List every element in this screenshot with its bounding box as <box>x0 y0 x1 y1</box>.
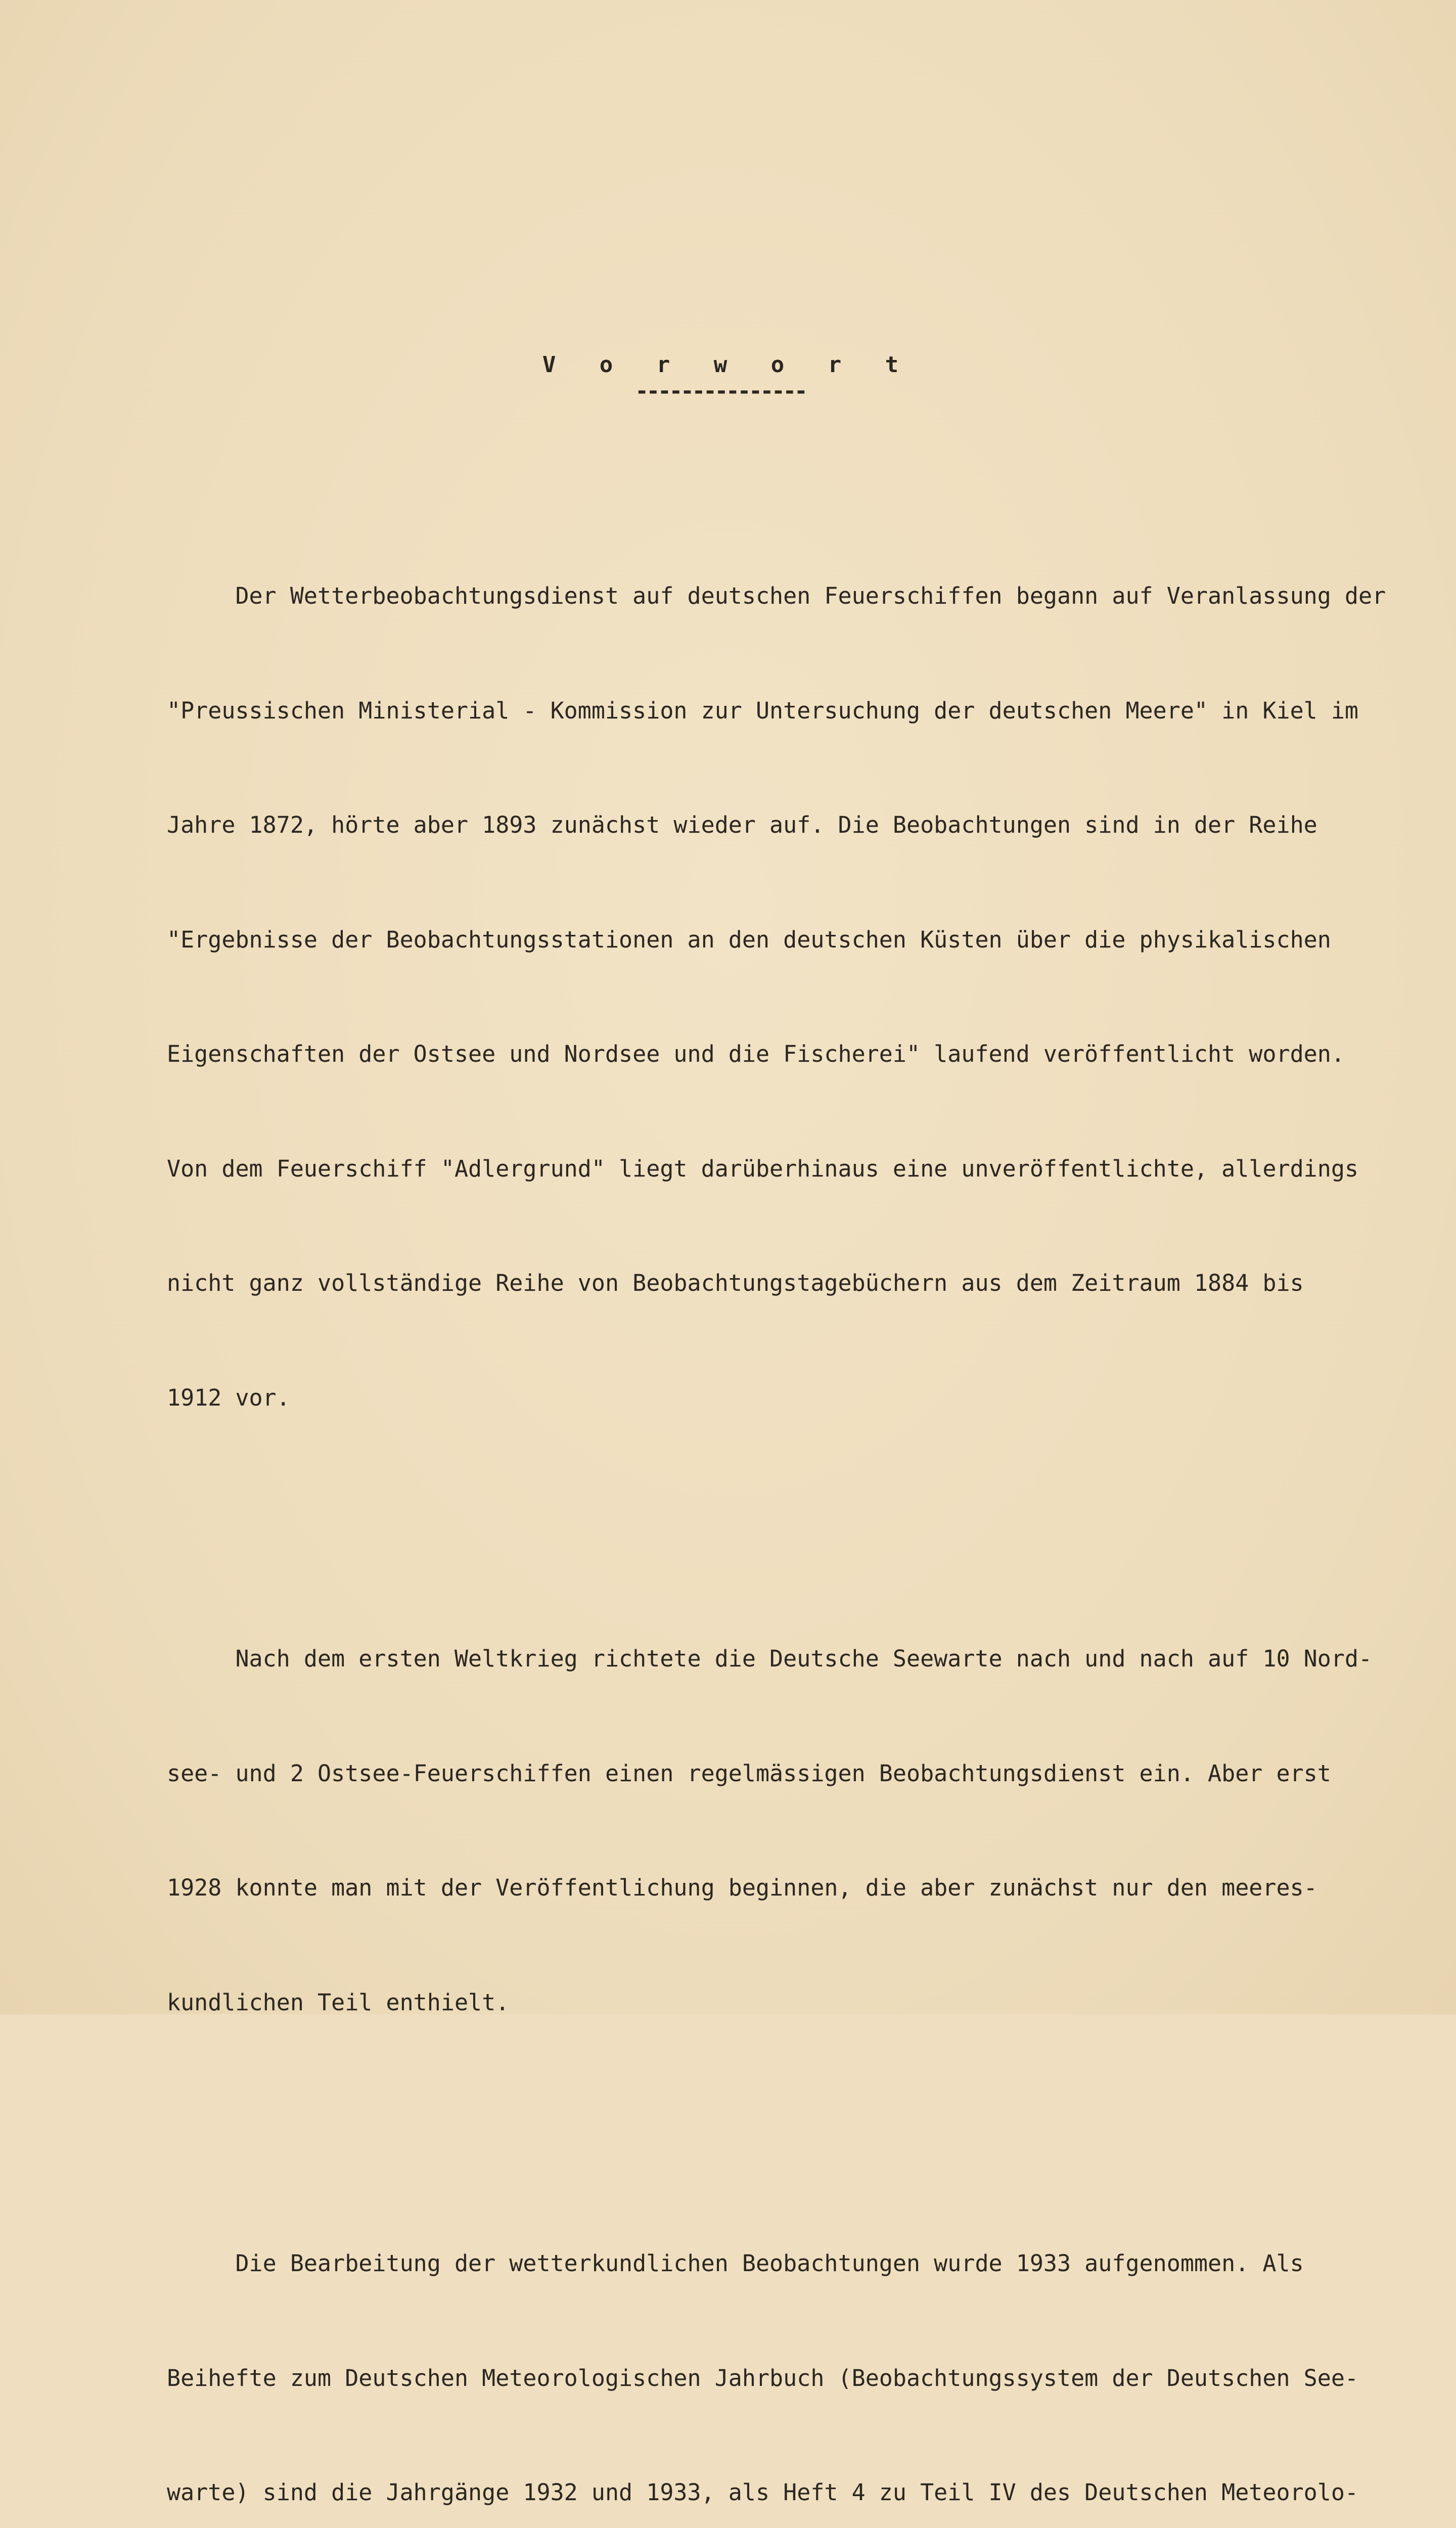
text-line: Nach dem ersten Weltkrieg richtete die Deutsche Seewarte nach und nach auf 10 Nord- <box>167 1645 1373 1672</box>
text-line: "Ergebnisse der Beobachtungsstationen an den deutschen Küsten über die physikalischen <box>167 926 1331 953</box>
text-line: Beihefte zum Deutschen Meteorologischen Jahrbuch (Beobachtungssystem der Deutschen See- <box>167 2364 1359 2391</box>
text-line: warte) sind die Jahrgänge 1932 und 1933, als Heft 4 zu Teil IV des Deutschen Meteorolo- <box>167 2479 1359 2506</box>
text-line: 1912 vor. <box>167 1384 290 1411</box>
text-line: see- und 2 Ostsee-Feuerschiffen einen regelmässigen Beobachtungsdienst ein. Aber erst <box>167 1759 1331 1787</box>
text-line: Von dem Feuerschiff "Adlergrund" liegt darüberhinaus eine unveröffentlichte, allerdings <box>167 1155 1359 1182</box>
text-line: Eigenschaften der Ostsee und Nordsee und die Fischerei" laufend veröffentlicht worden. <box>167 1041 1345 1067</box>
text-line: 1928 konnte man mit der Veröffentlichung beginnen, die aber zunächst nur den meeres- <box>167 1874 1317 1901</box>
title-underline: --------------- <box>635 378 806 404</box>
text-line: Die Bearbeitung der wetterkundlichen Beobachtungen wurde 1933 aufgenommen. Als <box>167 2250 1304 2277</box>
text-line: kundlichen Teil enthielt. <box>167 1989 510 2016</box>
page-title: V o r w o r t <box>542 352 914 378</box>
text-line: nicht ganz vollständige Reihe von Beobachtungstagebüchern aus dem Zeitraum 1884 bis <box>167 1270 1304 1296</box>
text-line: "Preussischen Ministerial - Kommission zur Untersuchung der deutschen Meere" in Kiel im <box>167 697 1359 724</box>
paragraph-1 <box>167 501 1390 1493</box>
paragraph-2 <box>167 1563 1390 2098</box>
text-line: Der Wetterbeobachtungsdienst auf deutschen Feuerschiffen begann auf Veranlassung der <box>167 582 1386 609</box>
text-line: Jahre 1872, hörte aber 1893 zunächst wieder auf. Die Beobachtungen sind in der Reihe <box>167 811 1317 838</box>
body-text <box>167 501 1390 2528</box>
paragraph-3 <box>167 2168 1390 2528</box>
title-block <box>0 350 1441 402</box>
